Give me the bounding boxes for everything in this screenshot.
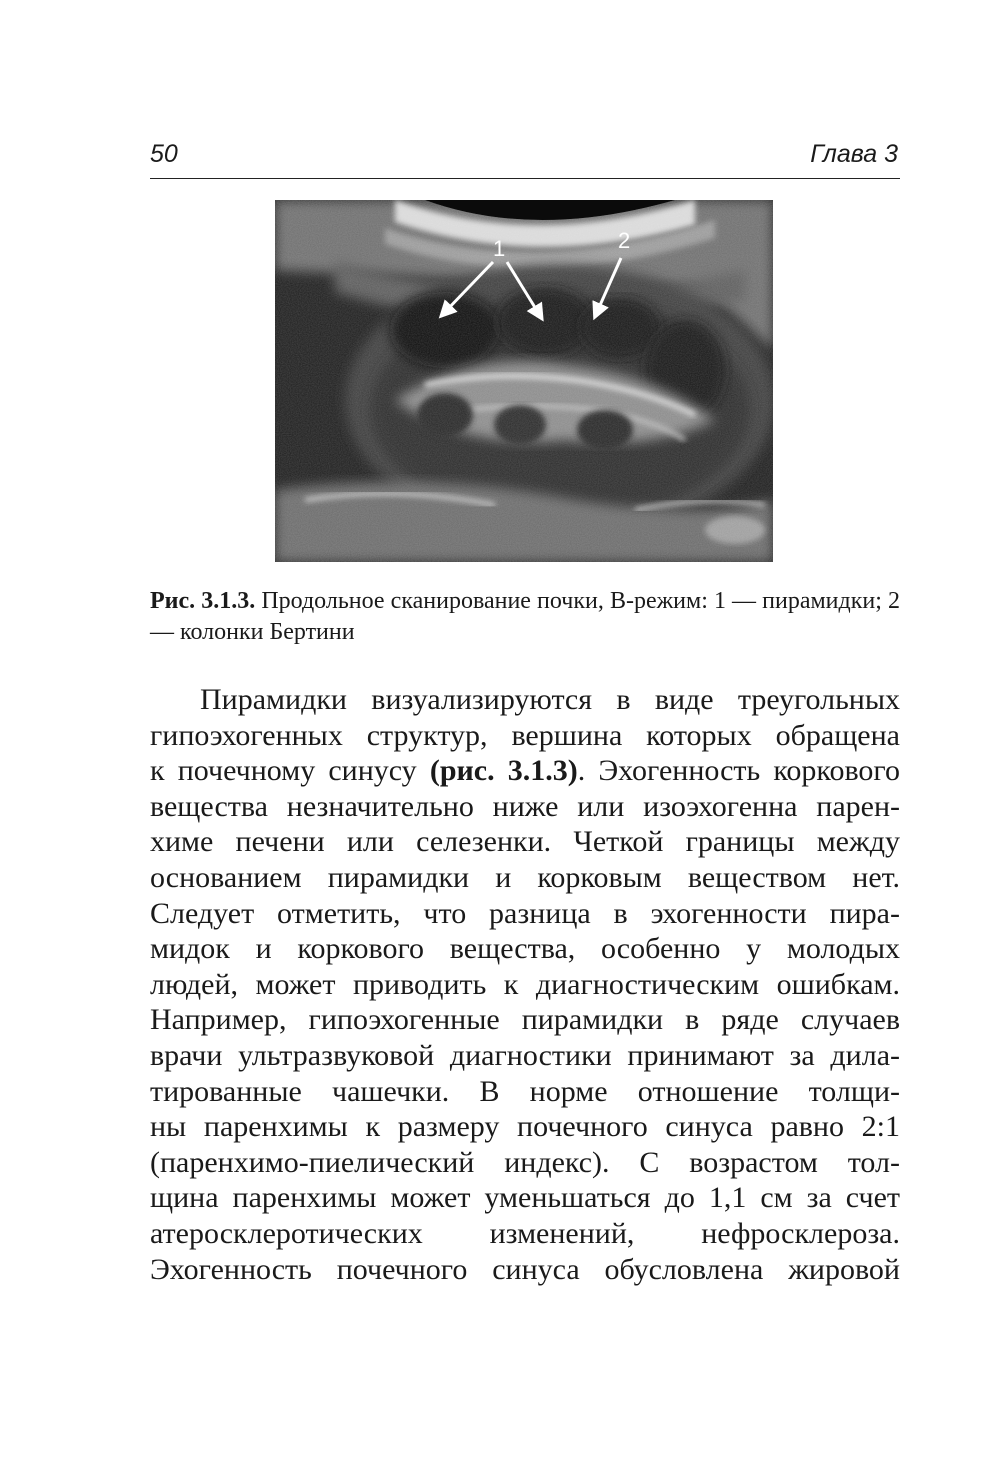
body-line: Например, гипоэхогенные пирамидки в ряде случаев [150,1003,900,1037]
body-line: Эхогенность почечного синуса обусловлена жировой [150,1252,900,1286]
body-line: основанием пирамидки и корковым веществом нет. [150,860,900,894]
body-line: тированные чашечки. В норме отношение толщи- [150,1074,900,1108]
figure-caption [150,586,900,648]
ultrasound-figure [275,200,773,562]
caption-label: Рис. 3.1.3. [150,588,256,614]
body-line: атеросклеротических изменений, нефросклероза. [150,1216,900,1250]
body-line: Пирамидки визуализируются в виде треугольных [200,683,900,716]
body-line: щина паренхимы может уменьшаться до 1,1 см за счет [150,1181,900,1215]
page-number: 50 [150,140,178,168]
figure-label-1: 1 [493,236,506,261]
body-line: мидок и коркового вещества, особенно у молодых [150,932,900,966]
body-line-start: к почечному синусу [150,754,430,788]
header-rule [150,178,900,179]
body-line [150,753,900,789]
body-line: людей, может приводить к диагностическим ошибкам. [150,967,900,1001]
body-line: ны паренхимы к размеру почечного синуса равно 2:1 [150,1110,900,1144]
body-line: гипоэхогенных структур, вершина которых обращена [150,718,900,752]
body-text [150,682,900,1287]
body-line: химе печени или селезенки. Четкой границы между [150,825,900,859]
body-line-end: . Эхогенность коркового [577,754,900,788]
ultrasound-image [275,200,773,562]
running-head [150,136,900,176]
body-line: Следует отметить, что разница в эхогенности пира- [150,896,900,930]
chapter-title: Глава 3 [810,140,898,168]
body-line: вещества незначительно ниже или изоэхогенна парен- [150,789,900,823]
figure-label-2: 2 [618,228,631,253]
body-line: врачи ультразвуковой диагностики принимают за дила- [150,1038,900,1072]
caption-text: Продольное сканирование почки, В-режим: 1 — пирамидки; 2 — колонки Бертини [150,588,900,645]
figure-reference: (рис. 3.1.3) [429,754,578,788]
body-line: (паренхимо-пиелический индекс). С возрастом тол- [150,1145,900,1179]
